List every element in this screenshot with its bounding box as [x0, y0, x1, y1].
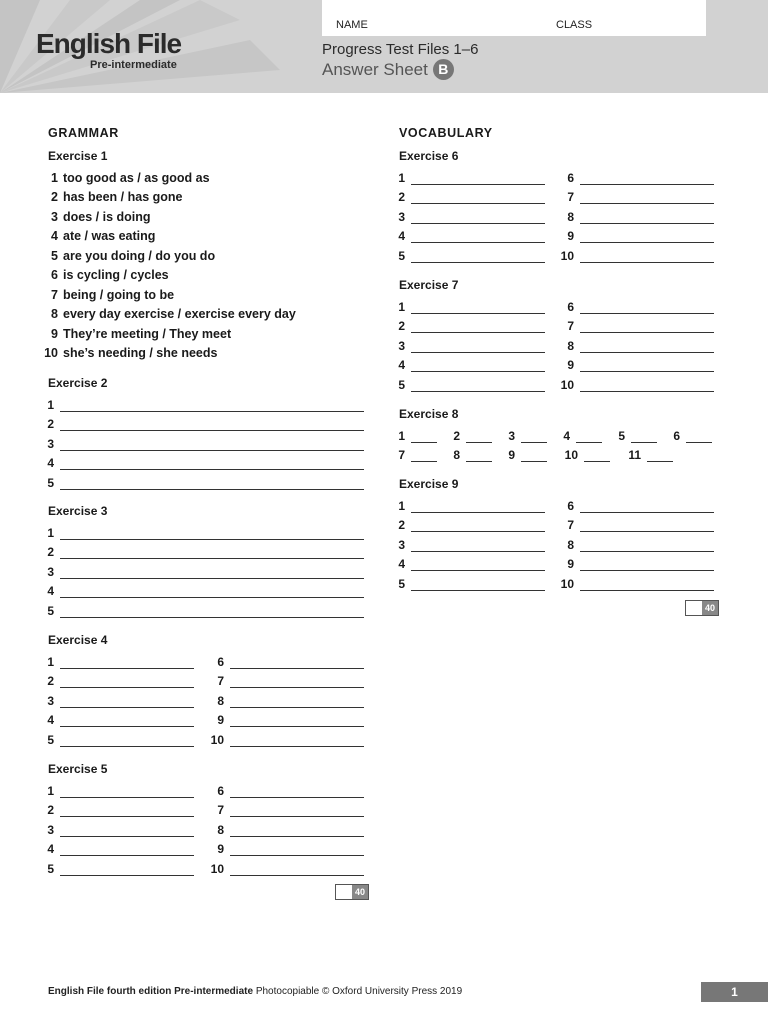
answer-line[interactable] [580, 570, 714, 571]
item-number: 9 [567, 557, 574, 571]
vocabulary-heading: VOCABULARY [399, 126, 493, 140]
answer-row [200, 652, 364, 672]
item-number: 9 [567, 358, 574, 372]
answer-row [554, 446, 610, 466]
list-item [38, 344, 296, 364]
item-number: 1 [398, 498, 405, 513]
score-input-area[interactable] [336, 885, 352, 899]
item-number: 1 [398, 170, 405, 185]
item-number: 8 [453, 448, 460, 462]
grammar-heading: GRAMMAR [48, 126, 119, 140]
item-number: 7 [567, 518, 574, 532]
item-number: 9 [217, 713, 224, 727]
answer-line[interactable] [60, 726, 194, 727]
grammar-score-total: 40 [352, 885, 368, 899]
item-number: 1 [47, 397, 54, 412]
answer-row [389, 227, 545, 247]
answer-line[interactable] [580, 391, 714, 392]
answer-text: They’re meeting / They meet [63, 326, 232, 341]
answer-line[interactable] [411, 531, 545, 532]
answer-line[interactable] [60, 707, 194, 708]
answer-line[interactable] [580, 223, 714, 224]
answer-text: ate / was eating [63, 229, 156, 244]
item-number: 8 [567, 209, 574, 224]
answer-text: are you doing / do you do [63, 248, 216, 263]
answer-row [550, 188, 714, 208]
answer-row [389, 496, 545, 516]
answer-line[interactable] [60, 411, 364, 412]
page-number: 1 [701, 982, 768, 1002]
exercise-1-answers [38, 168, 296, 363]
answer-line[interactable] [230, 855, 364, 856]
answer-line[interactable] [230, 668, 364, 669]
answer-sheet-label: Answer Sheet [322, 59, 428, 79]
answer-row [200, 691, 364, 711]
answer-row [389, 356, 545, 376]
answer-row [389, 446, 437, 466]
answer-line[interactable] [580, 262, 714, 263]
answer-row [38, 582, 364, 602]
answer-row [389, 188, 545, 208]
item-number: 4 [47, 584, 54, 598]
item-number: 1 [47, 525, 54, 540]
item-number: 6 [673, 428, 680, 443]
answer-row [550, 297, 714, 317]
item-number: 10 [560, 377, 574, 392]
answer-line[interactable] [60, 816, 194, 817]
item-number: 2 [51, 190, 58, 205]
answer-row [389, 555, 545, 575]
answer-row [38, 562, 364, 582]
answer-row [200, 840, 364, 860]
item-number: 4 [563, 428, 570, 443]
answer-line[interactable] [647, 461, 673, 462]
answer-row [389, 375, 545, 395]
list-item [38, 188, 296, 208]
item-number: 7 [567, 190, 574, 204]
answer-line[interactable] [230, 816, 364, 817]
answer-line[interactable] [580, 371, 714, 372]
answer-line[interactable] [411, 352, 545, 353]
item-number: 5 [398, 248, 405, 263]
item-number: 6 [217, 783, 224, 798]
item-number: 10 [560, 248, 574, 263]
answer-row [38, 454, 364, 474]
item-number: 10 [564, 448, 578, 462]
answer-line[interactable] [584, 461, 610, 462]
answer-row [38, 415, 364, 435]
answer-line[interactable] [230, 836, 364, 837]
answer-row [38, 840, 194, 860]
answer-row [38, 672, 194, 692]
item-number: 4 [47, 713, 54, 727]
answer-row [200, 711, 364, 731]
list-item [38, 168, 296, 188]
answer-line[interactable] [411, 590, 545, 591]
item-number: 9 [217, 842, 224, 856]
answer-row [38, 730, 194, 750]
answer-line[interactable] [411, 242, 545, 243]
answer-row [38, 473, 364, 493]
list-item [38, 227, 296, 247]
item-number: 8 [567, 338, 574, 353]
header [0, 0, 768, 93]
answer-line[interactable] [580, 551, 714, 552]
exercise-4-title: Exercise 4 [48, 633, 108, 647]
answer-line[interactable] [576, 442, 602, 443]
answer-line[interactable] [230, 687, 364, 688]
answer-line[interactable] [411, 461, 437, 462]
answer-line[interactable] [521, 442, 547, 443]
answer-text: being / going to be [63, 287, 175, 302]
answer-line[interactable] [60, 687, 194, 688]
answer-line[interactable] [411, 203, 545, 204]
item-number: 1 [47, 654, 54, 669]
answer-line[interactable] [411, 313, 545, 314]
item-number: 3 [47, 693, 54, 708]
item-number: 10 [44, 346, 58, 361]
answer-row [38, 601, 364, 621]
answer-line[interactable] [230, 797, 364, 798]
item-number: 2 [47, 417, 54, 431]
answer-line[interactable] [411, 391, 545, 392]
item-number: 5 [398, 377, 405, 392]
answer-row [38, 395, 364, 415]
item-number: 6 [567, 498, 574, 513]
answer-row [38, 691, 194, 711]
version-badge: B [433, 59, 454, 80]
item-number: 7 [398, 448, 405, 462]
item-number: 9 [508, 448, 515, 462]
exercise-9-title: Exercise 9 [399, 477, 459, 491]
item-number: 5 [47, 861, 54, 876]
item-number: 5 [47, 603, 54, 618]
answer-line[interactable] [580, 531, 714, 532]
item-number: 1 [47, 783, 54, 798]
answer-line[interactable] [60, 450, 364, 451]
answer-line[interactable] [60, 597, 364, 598]
answer-row [389, 246, 545, 266]
answer-row [38, 523, 364, 543]
answer-row [550, 574, 714, 594]
answer-row [389, 207, 545, 227]
logo-subtitle: Pre-intermediate [90, 59, 177, 71]
answer-row [38, 711, 194, 731]
item-number: 9 [51, 326, 58, 341]
item-number: 3 [398, 537, 405, 552]
item-number: 6 [567, 299, 574, 314]
answer-line[interactable] [60, 746, 194, 747]
item-number: 7 [51, 287, 58, 302]
answer-line[interactable] [230, 707, 364, 708]
logo [36, 28, 182, 71]
answer-text: does / is doing [63, 209, 151, 224]
name-class-bar [322, 0, 706, 36]
answer-row [389, 297, 545, 317]
name-label: NAME [336, 19, 368, 31]
exercise-6-title: Exercise 6 [399, 149, 459, 163]
item-number: 8 [217, 693, 224, 708]
answer-row [200, 801, 364, 821]
item-number: 5 [51, 248, 58, 263]
answer-line[interactable] [466, 461, 492, 462]
answer-row [609, 426, 657, 446]
list-item [38, 207, 296, 227]
item-number: 1 [51, 170, 58, 185]
list-item [38, 246, 296, 266]
item-number: 2 [47, 674, 54, 688]
item-number: 3 [398, 209, 405, 224]
item-number: 4 [51, 229, 58, 244]
answer-line[interactable] [580, 313, 714, 314]
answer-line[interactable] [411, 332, 545, 333]
item-number: 9 [567, 229, 574, 243]
item-number: 3 [47, 436, 54, 451]
vocabulary-score-total: 40 [702, 601, 718, 615]
item-number: 11 [628, 448, 641, 462]
item-number: 6 [217, 654, 224, 669]
item-number: 5 [618, 428, 625, 443]
answer-line[interactable] [631, 442, 657, 443]
item-number: 3 [51, 209, 58, 224]
answer-row [550, 496, 714, 516]
answer-line[interactable] [411, 512, 545, 513]
item-number: 5 [47, 732, 54, 747]
answer-line[interactable] [521, 461, 547, 462]
answer-row [550, 535, 714, 555]
answer-row [550, 375, 714, 395]
item-number: 5 [47, 475, 54, 490]
answer-line[interactable] [60, 668, 194, 669]
exercise-3-title: Exercise 3 [48, 504, 108, 518]
answer-row [200, 820, 364, 840]
list-item [38, 305, 296, 325]
item-number: 4 [398, 557, 405, 571]
answer-line[interactable] [580, 242, 714, 243]
answer-row [200, 781, 364, 801]
exercise-5-title: Exercise 5 [48, 762, 108, 776]
answer-row [444, 426, 492, 446]
answer-line[interactable] [411, 442, 437, 443]
answer-row [38, 652, 194, 672]
answer-row [200, 672, 364, 692]
answer-row [389, 168, 545, 188]
answer-row [200, 730, 364, 750]
answer-line[interactable] [411, 184, 545, 185]
exercise-2-title: Exercise 2 [48, 376, 108, 390]
item-number: 7 [217, 674, 224, 688]
score-input-area[interactable] [686, 601, 702, 615]
logo-title: English File [36, 28, 182, 59]
answer-line[interactable] [580, 590, 714, 591]
vocabulary-score-box [685, 600, 719, 616]
item-number: 6 [567, 170, 574, 185]
answer-row [550, 246, 714, 266]
answer-text: too good as / as good as [63, 170, 210, 185]
answer-row [554, 426, 602, 446]
answer-line[interactable] [60, 617, 364, 618]
answer-line[interactable] [466, 442, 492, 443]
answer-text: is cycling / cycles [63, 268, 169, 283]
answer-row [38, 820, 194, 840]
answer-line[interactable] [230, 746, 364, 747]
answer-line[interactable] [411, 371, 545, 372]
answer-line[interactable] [580, 512, 714, 513]
answer-row [389, 516, 545, 536]
item-number: 4 [398, 358, 405, 372]
item-number: 6 [51, 268, 58, 283]
item-number: 10 [210, 732, 224, 747]
answer-row [550, 356, 714, 376]
answer-row [550, 317, 714, 337]
item-number: 10 [560, 576, 574, 591]
grammar-score-box [335, 884, 369, 900]
answer-line[interactable] [686, 442, 712, 443]
answer-line[interactable] [230, 875, 364, 876]
answer-line[interactable] [580, 332, 714, 333]
answer-line[interactable] [580, 184, 714, 185]
item-number: 8 [567, 537, 574, 552]
test-title: Progress Test Files 1–6 [322, 41, 479, 58]
item-number: 5 [398, 576, 405, 591]
answer-line[interactable] [230, 726, 364, 727]
answer-row [550, 207, 714, 227]
item-number: 8 [217, 822, 224, 837]
answer-sheet-title [322, 59, 454, 80]
item-number: 4 [398, 229, 405, 243]
item-number: 7 [217, 803, 224, 817]
item-number: 1 [398, 428, 405, 443]
answer-row [444, 446, 492, 466]
item-number: 3 [47, 564, 54, 579]
answer-line[interactable] [60, 836, 194, 837]
answer-row [38, 543, 364, 563]
answer-line[interactable] [411, 223, 545, 224]
item-number: 8 [51, 307, 58, 322]
answer-line[interactable] [411, 551, 545, 552]
answer-row [38, 781, 194, 801]
answer-row [389, 574, 545, 594]
answer-line[interactable] [60, 539, 364, 540]
answer-row [550, 555, 714, 575]
item-number: 7 [567, 319, 574, 333]
item-number: 2 [398, 319, 405, 333]
list-item [38, 285, 296, 305]
answer-row [550, 168, 714, 188]
list-item [38, 324, 296, 344]
answer-line[interactable] [60, 855, 194, 856]
item-number: 3 [398, 338, 405, 353]
item-number: 2 [47, 545, 54, 559]
item-number: 10 [210, 861, 224, 876]
answer-row [550, 336, 714, 356]
footer-book-title: English File fourth edition Pre-intermediate [48, 986, 254, 997]
answer-row [389, 336, 545, 356]
answer-text: has been / has gone [63, 190, 183, 205]
item-number: 3 [47, 822, 54, 837]
answer-row [38, 434, 364, 454]
answer-row [389, 426, 437, 446]
footer [48, 986, 462, 997]
item-number: 4 [47, 456, 54, 470]
answer-row [200, 859, 364, 879]
answer-row [617, 446, 673, 466]
item-number: 3 [508, 428, 515, 443]
exercise-7-title: Exercise 7 [399, 278, 459, 292]
answer-row [38, 859, 194, 879]
class-label: CLASS [556, 19, 593, 31]
answer-row [550, 516, 714, 536]
answer-row [499, 426, 547, 446]
item-number: 2 [47, 803, 54, 817]
answer-line[interactable] [60, 430, 364, 431]
answer-line[interactable] [60, 558, 364, 559]
answer-line[interactable] [60, 578, 364, 579]
item-number: 2 [398, 190, 405, 204]
item-number: 2 [398, 518, 405, 532]
item-number: 2 [453, 428, 460, 443]
answer-row [38, 801, 194, 821]
answer-row [389, 535, 545, 555]
answer-line[interactable] [411, 262, 545, 263]
answer-line[interactable] [580, 352, 714, 353]
answer-line[interactable] [580, 203, 714, 204]
exercise-8-title: Exercise 8 [399, 407, 459, 421]
answer-line[interactable] [411, 570, 545, 571]
item-number: 1 [398, 299, 405, 314]
answer-row [550, 227, 714, 247]
answer-line[interactable] [60, 469, 364, 470]
answer-line[interactable] [60, 797, 194, 798]
answer-row [664, 426, 712, 446]
footer-copyright: Photocopiable © Oxford University Press 2019 [255, 986, 463, 997]
answer-row [389, 317, 545, 337]
exercise-1-title: Exercise 1 [48, 149, 108, 163]
answer-text: every day exercise / exercise every day [63, 307, 296, 322]
answer-line[interactable] [60, 875, 194, 876]
answer-line[interactable] [60, 489, 364, 490]
item-number: 4 [47, 842, 54, 856]
answer-row [499, 446, 547, 466]
list-item [38, 266, 296, 286]
answer-text: she’s needing / she needs [63, 346, 218, 361]
